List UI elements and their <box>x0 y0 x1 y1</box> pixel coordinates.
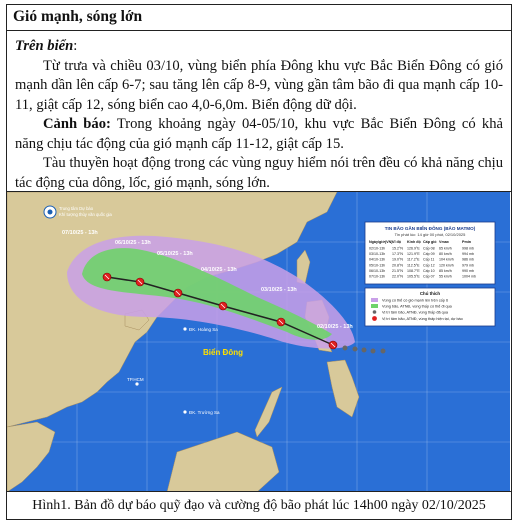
info-box-cell: 80 km/h <box>439 252 452 257</box>
warning-label: Cảnh báo: <box>43 116 111 132</box>
legend-title: Chú thích <box>419 291 441 296</box>
hoangsa-marker <box>183 327 186 330</box>
legend-item-wind: Vùng có thể có gió mạnh lên trên cấp 6 <box>382 298 449 303</box>
island-truongsa-label: ĐK. Trường Sa <box>189 410 220 415</box>
info-box-title: TIN BÃO GẦN BIỂN ĐÔNG (BÃO MATMO) <box>384 226 476 231</box>
warning-text: Trong khoảng ngày 04-05/10, khu vực Bắc Biển Đông có khả năng chịu tác động của gió mạnh cấp 11-12, giật cấp 15. <box>15 116 504 152</box>
info-box-cell: 55 km/h <box>439 274 452 279</box>
info-box-cell: 19.0°N <box>392 257 404 262</box>
info-box-cell: 108.7°E <box>407 268 420 273</box>
map-legend <box>365 288 495 326</box>
info-box-cell: 02/10-13h <box>369 246 386 251</box>
info-box-cell: 04/10-13h <box>369 257 386 262</box>
bulletin-frame <box>6 4 512 520</box>
info-box-cell: 121.9°E <box>407 252 420 257</box>
legend-item-cone: Vùng bão, ATNĐ, vùng thấp có thể đi qua <box>382 304 452 309</box>
storm-position-label: 02/10/25 - 13h <box>317 324 353 330</box>
info-box-cell: 21.5°N <box>392 268 404 273</box>
info-box-cell: 20.8°N <box>392 263 404 268</box>
info-box-column-header: Ngày/giờ(VN) <box>369 240 393 244</box>
storm-position-label: 04/10/25 - 13h <box>201 267 237 273</box>
island-hoangsa-label: ĐK. Hoàng Sa <box>189 327 218 332</box>
info-box-cell: 105.5°E <box>407 274 420 279</box>
storm-info-box <box>365 222 495 284</box>
info-box-cell: Cấp 08 <box>423 246 435 251</box>
paragraph-sea-forecast: Từ trưa và chiều 03/10, vùng biển phía Đông khu vực Bắc Biển Đông có gió mạnh dần lên cấp 6-7; sau tăng lên cấp 8-9, vùng gần tâm bão đi qua mạnh cấp 10-11, giật cấp 12, sóng biển cao 4,0-6,0m. Biển động dữ dội. <box>15 57 503 113</box>
info-box-cell: 07/10-13h <box>369 274 386 279</box>
hcm-marker <box>135 382 138 385</box>
section-colon: : <box>73 38 78 54</box>
storm-position-icon <box>219 302 227 310</box>
info-box-cell: Cấp 11 <box>423 257 435 262</box>
info-box-subtitle: Tin phát lúc: 14 giờ 00 phút, 02/10/2025 <box>394 232 466 237</box>
info-box-cell: 85 km/h <box>439 268 452 273</box>
storm-position-label: 06/10/25 - 13h <box>115 240 151 246</box>
storm-track-map <box>7 191 511 492</box>
storm-position-label: 07/10/25 - 13h <box>62 230 98 236</box>
legend-item-forecast: Vị trí tâm bão, ATNĐ, vùng thấp hiện tại, dự báo <box>382 317 463 321</box>
info-box-cell: 990 mb <box>462 268 474 273</box>
legend-item-past: Vị trí tâm bão, ATNĐ, vùng thấp đã qua <box>382 310 448 315</box>
legend-swatch-cone <box>371 304 378 308</box>
bulletin-title: Gió mạnh, sóng lớn <box>7 5 511 31</box>
info-box-cell: 22.0°N <box>392 274 404 279</box>
legend-swatch-wind <box>371 298 378 302</box>
info-box-cell: 03/10-13h <box>369 252 386 257</box>
map-svg <box>7 192 510 492</box>
info-box-cell: 998 mb <box>462 246 474 251</box>
info-box-cell: Cấp 07 <box>423 274 435 279</box>
storm-position-icon <box>174 289 182 297</box>
info-box-cell: Cấp 10 <box>423 268 435 273</box>
info-box-cell: Cấp 12 <box>423 263 435 268</box>
info-box-column-header: Vĩ độ <box>392 240 402 244</box>
info-box-cell: 17.3°N <box>392 252 404 257</box>
info-box-cell: 979 mb <box>462 263 474 268</box>
truongsa-marker <box>183 410 186 413</box>
bulletin-text <box>7 32 511 192</box>
sea-label: Biển Đông <box>203 348 243 357</box>
legend-past-dot-icon <box>373 310 377 314</box>
storm-position-label: 05/10/25 - 13h <box>157 251 193 257</box>
info-box-column-header: Vmax <box>439 240 449 244</box>
info-box-cell: 117.2°E <box>407 257 420 262</box>
storm-position-icon <box>329 341 337 349</box>
info-box-cell: 65 km/h <box>439 246 452 251</box>
info-box-cell: 06/10-13h <box>369 268 386 273</box>
info-box-cell: Cấp 09 <box>423 252 435 257</box>
info-box-column-header: Cấp gió <box>423 240 437 244</box>
info-box-column-header: Kinh độ <box>407 240 421 244</box>
paragraph-ships: Tàu thuyền hoạt động trong các vùng nguy hiểm nói trên đều có khả năng chịu tác động của dông, lốc, gió mạnh, sóng lớn. <box>15 155 503 191</box>
agency-name-line2: Khí tượng thủy văn quốc gia <box>59 212 112 217</box>
storm-position-icon <box>136 278 144 286</box>
info-box-cell: 986 mb <box>462 257 474 262</box>
info-box-cell: 05/10-13h <box>369 263 386 268</box>
info-box-cell: 126.9°E <box>407 246 420 251</box>
storm-position-label: 03/10/25 - 13h <box>261 287 297 293</box>
map-caption: Hình1. Bản đồ dự báo quỹ đạo và cường độ bão phát lúc 14h00 ngày 02/10/2025 <box>32 498 486 513</box>
info-box-cell: 15.2°N <box>392 246 404 251</box>
info-box-cell: 104 km/h <box>439 257 454 262</box>
info-box-column-header: Pmin <box>462 240 472 244</box>
section-heading <box>15 37 503 57</box>
info-box-cell: 994 mb <box>462 252 474 257</box>
storm-position-icon <box>277 318 285 326</box>
info-box-cell: 1004 mb <box>462 274 476 279</box>
info-box-cell: 120 km/h <box>439 263 454 268</box>
paragraph-warning <box>15 115 503 154</box>
storm-position-icon <box>103 273 111 281</box>
section-title: Trên biển <box>15 38 74 54</box>
info-box-cell: 112.5°E <box>407 263 420 268</box>
legend-storm-icon <box>372 316 377 321</box>
city-hcm-label: TP.HCM <box>127 377 144 382</box>
agency-name-line1: Trung tâm Dự báo <box>59 206 94 211</box>
